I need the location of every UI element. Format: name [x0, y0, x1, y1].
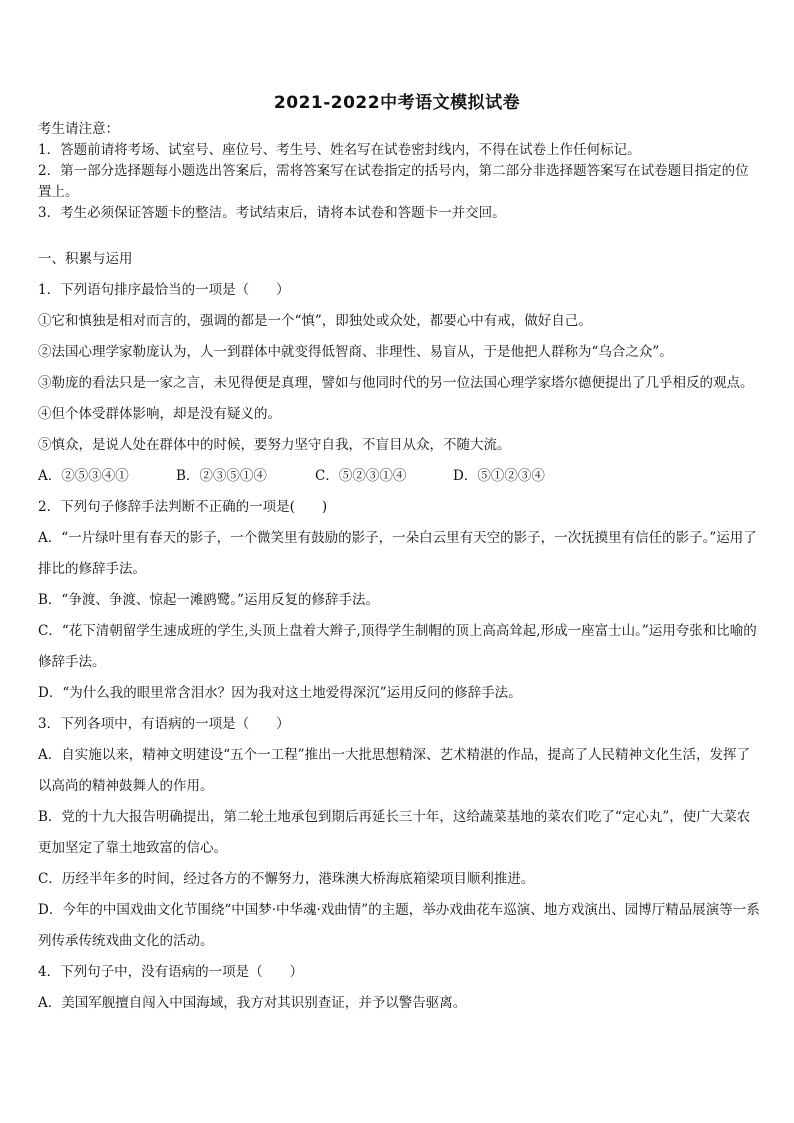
option-c: C．历经半年多的时间，经过各方的不懈努力，港珠澳大桥海底箱梁项目顺利推进。 [38, 871, 535, 887]
page-title: 2021-2022中考语文模拟试卷 [273, 93, 521, 113]
option-row [38, 461, 760, 492]
option-c: C．⑤②③①④ [315, 468, 407, 484]
sentence-item: ②法国心理学家勒庞认为，人一到群体中就变得低智商、非理性、易盲从，于是他把人群称为“乌合之众”。 [38, 344, 673, 360]
option-a: A．“一片绿叶里有春天的影子，一个微笑里有鼓励的影子，一朵白云里有天空的影子，一次抚摸里有信任的影子。”运用了排比的修辞手法。 [38, 530, 757, 577]
option-b: B．“争渡、争渡、惊起一滩鸥鹭。”运用反复的修辞手法。 [38, 592, 379, 608]
sentence-item: ⑤慎众，是说人处在群体中的时候，要努力坚守自我，不盲目从众，不随大流。 [38, 437, 511, 453]
option-a: A．自实施以来，精神文明建设“五个一工程”推出一大批思想精深、艺术精湛的作品，提高了人民精神文化生活，发挥了以高尚的精神鼓舞人的作用。 [38, 747, 751, 794]
question-stem-4: 4．下列句子中，没有语病的一项是（ ） [38, 964, 304, 980]
sentence-item: ①它和慎独是相对而言的，强调的都是一个“慎”，即独处或众处，都要心中有戒，做好自己。 [38, 313, 592, 329]
question-stem-3: 3．下列各项中，有语病的一项是（ ） [38, 716, 290, 732]
sentence-item: ④但个体受群体影响，却是没有疑义的。 [38, 406, 281, 422]
option-b: B．②③⑤①④ [176, 468, 267, 484]
option-d: D．今年的中国戏曲文化节围绕“中国梦·中华魂·戏曲情”的主题，举办戏曲花车巡演、地方戏演出、园博厅精品展演等一系列传承传统戏曲文化的活动。 [38, 902, 760, 949]
question-stem-1: 1．下列语句排序最恰当的一项是（ ） [38, 282, 290, 298]
option-a: A．美国军舰擅自闯入中国海域，我方对其识别查证，并予以警告驱离。 [38, 995, 467, 1011]
notice-item: 1．答题前请将考场、试室号、座位号、考生号、姓名写在试卷密封线内，不得在试卷上作任何标记。 [38, 142, 641, 158]
option-c: C．“花下清朝留学生速成班的学生,头顶上盘着大辫子,顶得学生制帽的顶上高高耸起,形成一座富士山。”运用夸张和比喻的修辞手法。 [38, 623, 757, 670]
notice-item: 3．考生必须保证答题卡的整洁。考试结束后，请将本试卷和答题卡一并交回。 [38, 205, 506, 221]
question-stem-2: 2．下列句子修辞手法判断不正确的一项是( ) [38, 499, 328, 515]
notice-heading: 考生请注意： [38, 121, 119, 137]
option-b: B．党的十九大报告明确提出，第二轮土地承包到期后再延长三十年，这给蔬菜基地的菜农们吃了“定心丸”，使广大菜农更加坚定了靠土地致富的信心。 [38, 809, 751, 856]
notice-item: 2．第一部分选择题每小题选出答案后，需将答案写在试卷指定的括号内，第二部分非选择题答案写在试卷题目指定的位置上。 [38, 163, 749, 200]
option-d: D．⑤①②③④ [453, 468, 545, 484]
section-heading: 一、积累与运用 [38, 251, 133, 267]
option-d: D．“为什么我的眼里常含泪水？因为我对这土地爱得深沉”运用反问的修辞手法。 [38, 685, 522, 701]
sentence-item: ③勒庞的看法只是一家之言，未见得便是真理，譬如与他同时代的另一位法国心理学家塔尔德便提出了几乎相反的观点。 [38, 375, 754, 391]
question-content [38, 244, 760, 1019]
option-a: A．②⑤③④① [38, 468, 129, 484]
notice-block [38, 119, 760, 224]
